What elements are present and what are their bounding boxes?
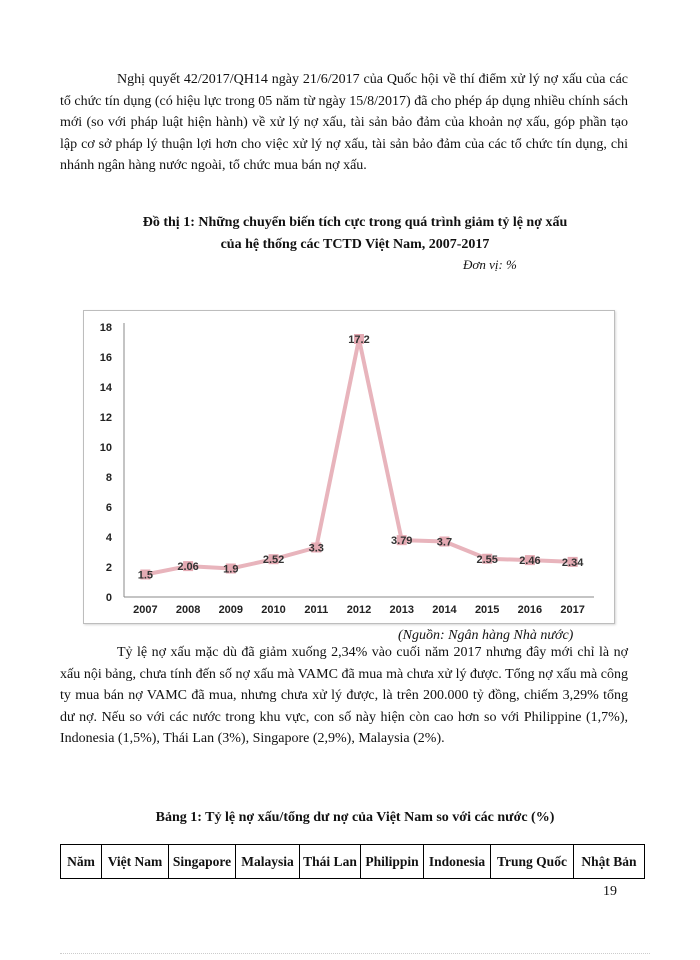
- data-label: 2.52: [262, 554, 285, 567]
- body-paragraph-2: Tỷ lệ nợ xấu mặc dù đã giảm xuống 2,34% vào cuối năm 2017 nhưng đây mới chỉ là nợ xấu nội bảng, chưa tính đến số nợ xấu mà VAMC đã mua mà chưa xử lý được. Tổng nợ xấu mà công ty mua bán nợ VAMC đã mua, nhưng chưa xử lý được, là trên 200.000 tỷ đồng, chiếm 3,29% tổng dư nợ. Nếu so với các nước trong khu vực, con số này hiện còn cao hơn so với Philippine (1,7%), Indonesia (1,5%), Thái Lan (3%), Singapore (2,9%), Malaysia (2%).: [60, 645, 628, 746]
- data-label: 2.46: [519, 555, 541, 568]
- y-tick-label: 14: [99, 382, 112, 394]
- y-tick-label: 18: [99, 322, 112, 334]
- unit-note: Đơn vị: %: [463, 257, 517, 272]
- header-thai-lan: Thái Lan: [300, 845, 361, 879]
- data-label: 2.55: [476, 553, 498, 566]
- x-tick-label: 2017: [560, 604, 585, 616]
- data-label: 1.5: [137, 569, 154, 582]
- y-tick-label: 12: [99, 412, 112, 424]
- chart-caption-line-2: của hệ thống các TCTD Việt Nam, 2007-2017: [220, 237, 490, 252]
- x-tick-label: 2014: [432, 604, 457, 616]
- x-tick-label: 2015: [474, 604, 500, 616]
- header-nhat-ban: Nhật Bản: [574, 845, 645, 879]
- npl-line-chart: [83, 310, 615, 624]
- header-nam: Năm: [61, 845, 102, 879]
- y-tick-label: 4: [105, 532, 112, 544]
- y-tick-label: 6: [105, 502, 112, 514]
- chart-source-note: (Nguồn: Ngân hàng Nhà nước): [398, 628, 574, 643]
- x-tick-label: 2007: [133, 604, 158, 616]
- chart-caption-line-1: Đồ thị 1: Những chuyển biến tích cực trong quá trình giảm tỷ lệ nợ xấu: [142, 215, 568, 230]
- data-label: 3.79: [391, 535, 413, 548]
- data-label: 3.3: [308, 542, 324, 555]
- data-label: 3.7: [436, 536, 453, 549]
- data-label: 1.9: [223, 563, 239, 576]
- x-tick-label: 2016: [517, 604, 543, 616]
- y-tick-label: 16: [99, 352, 112, 364]
- body-paragraph-1: Nghị quyết 42/2017/QH14 ngày 21/6/2017 của Quốc hội về thí điểm xử lý nợ xấu của các tổ chức tín dụng (có hiệu lực trong 05 năm từ ngày 15/8/2017) đã cho phép áp dụng nhiều chính sách mới (so với pháp luật hiện hành) về xử lý nợ xấu, tài sản bảo đảm của khoản nợ xấu, góp phần tạo lập cơ sở pháp lý thuận lợi hơn cho việc xử lý nợ xấu, tài sản bảo đảm của các tổ chức tín dụng, chi nhánh ngân hàng nước ngoài, tổ chức mua bán nợ xấu.: [60, 72, 628, 173]
- header-viet-nam: Việt Nam: [102, 845, 169, 879]
- data-label: 17.2: [348, 334, 370, 346]
- x-tick-label: 2013: [389, 604, 414, 616]
- y-tick-label: 0: [105, 592, 112, 604]
- series-line: [145, 339, 572, 575]
- header-malaysia: Malaysia: [236, 845, 300, 879]
- table-title: Bảng 1: Tỷ lệ nợ xấu/tổng dư nợ của Việt Nam so với các nước (%): [155, 810, 555, 825]
- header-indonesia: Indonesia: [424, 845, 491, 879]
- x-tick-label: 2008: [175, 604, 201, 616]
- x-tick-label: 2012: [346, 604, 372, 616]
- data-label: 2.34: [561, 556, 584, 569]
- header-trung-quoc: Trung Quốc: [491, 845, 574, 879]
- y-tick-label: 10: [99, 442, 112, 454]
- x-tick-label: 2009: [218, 604, 244, 616]
- table-header-row: [61, 845, 645, 879]
- data-label: 2.06: [177, 561, 199, 574]
- header-philippin: Philippin: [361, 845, 424, 879]
- y-tick-label: 8: [105, 472, 112, 484]
- bottom-rule: [60, 953, 650, 954]
- npl-comparison-table: [60, 844, 645, 879]
- page-number: 19: [603, 884, 617, 899]
- x-tick-label: 2010: [261, 604, 286, 616]
- y-tick-label: 2: [105, 562, 112, 574]
- x-tick-label: 2011: [304, 604, 329, 616]
- header-singapore: Singapore: [169, 845, 236, 879]
